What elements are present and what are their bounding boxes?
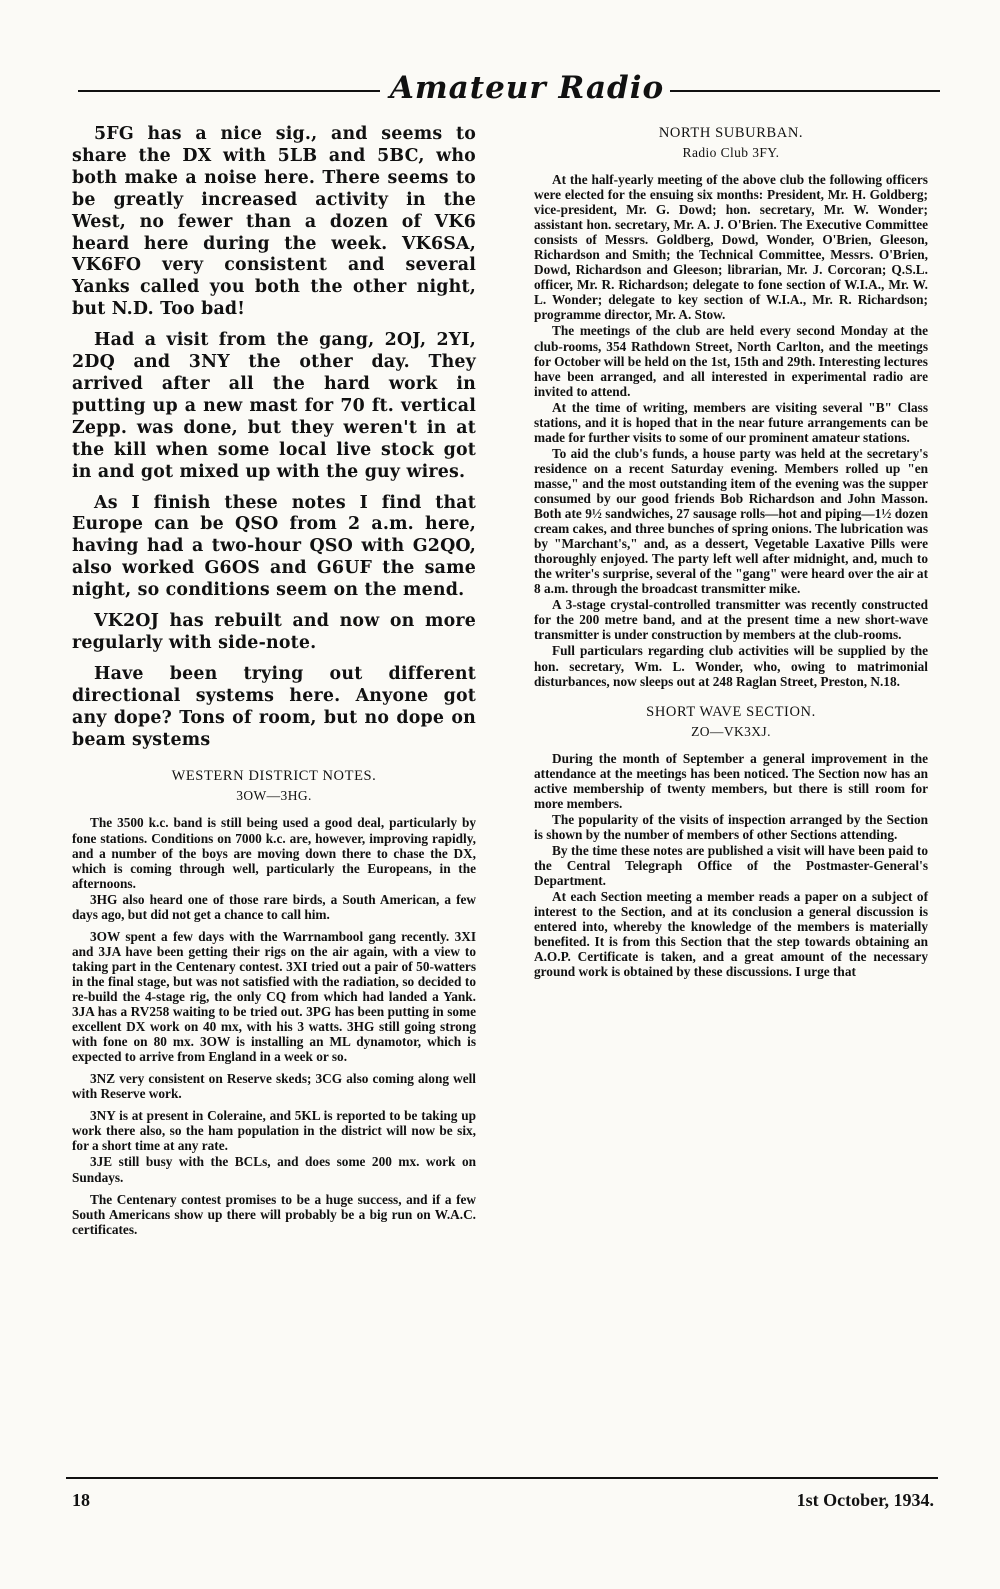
paragraph: The popularity of the visits of inspection arranged by the Section is shown by the number of members of other Sections attending. bbox=[534, 811, 928, 842]
paragraph: At the time of writing, members are visiting several "B" Class stations, and it is hoped that in the near future arrangements can be made for further visits to some of our prominent amateur stations. bbox=[534, 399, 928, 445]
masthead-rule-right bbox=[670, 90, 940, 92]
paragraph: 3OW spent a few days with the Warrnambool gang recently. 3XI and 3JA have been getting their rigs on the air again, with a view to taking part in the Centenary contest. 3XI tried out a pair of 50-watters in the final stage, but was not satisfied with the radiation, so decided to re-build the 4-stage rig, the only CQ from which had landed a Yank. 3JA has a RV258 waiting to be tried out. 3PG has been putting in some excellent DX work on 40 mx, with his 3 watts. 3HG still going strong with fone on 80 mx. 3OW is installing an ML dynamotor, which is expected to arrive from England in a week or so. bbox=[72, 928, 476, 1065]
paragraph: 3JE still busy with the BCLs, and does some 200 mx. work on Sundays. bbox=[72, 1154, 476, 1185]
paragraph: 3HG also heard one of those rare birds, a South American, a few days ago, but did not get a chance to call him. bbox=[72, 891, 476, 922]
paragraph: During the month of September a general improvement in the attendance at the meetings has been noticed. The Section now has an active membership of twenty members, but there is still room for more members. bbox=[534, 750, 928, 811]
paragraph: By the time these notes are published a visit will have been paid to the Central Telegraph Office of the Postmaster-General's Department. bbox=[534, 842, 928, 888]
page-number: 18 bbox=[72, 1490, 90, 1510]
section-heading: WESTERN DISTRICT NOTES. bbox=[171, 768, 377, 785]
short-wave-section bbox=[534, 703, 928, 980]
paragraph: 3NY is at present in Coleraine, and 5KL is reported to be taking up work there also, so the ham population in the district will now be six, for a short time at any rate. bbox=[72, 1108, 476, 1154]
paragraph: Had a visit from the gang, 2OJ, 2YI, 2DQ and 3NY the other day. They arrived after all the hard work in putting up a new mast for 70 ft. vertical Zepp. was done, but they weren't in at the kill when some local live stock got in and got mixed up with the guy wires. bbox=[72, 330, 476, 482]
issue-date: 1st October, 1934. bbox=[796, 1490, 934, 1510]
section-heading: NORTH SUBURBAN. bbox=[658, 125, 804, 141]
paragraph: As I finish these notes I find that Europe can be QSO from 2 a.m. here, having had a two-hour QSO with G2QO, also worked G6OS and G6UF the same night, so conditions seem on the mend. bbox=[72, 492, 476, 601]
magazine-title: Amateur Radio bbox=[389, 70, 665, 106]
masthead-rule-left bbox=[78, 90, 380, 92]
section-subheading: 3OW—3HG. bbox=[236, 788, 312, 804]
paragraph: The Centenary contest promises to be a huge success, and if a few South Americans show up there will probably be a big run on W.A.C. certificates. bbox=[72, 1191, 476, 1237]
masthead bbox=[70, 68, 940, 108]
paragraph: The 3500 k.c. band is still being used a good deal, particularly by fone stations. Conditions on 7000 k.c. are, however, improving rapidly, and a number of the boys are moving down there to chase the DX, which is coming through well, particularly the Europeans, in the afternoons. bbox=[72, 815, 476, 891]
paragraph: 5FG has a nice sig., and seems to share the DX with 5LB and 5BC, who both make a noise here. There seems to be greatly increased activity in the West, no fewer than a dozen of VK6 heard here during the week. VK6SA, VK6FO very consistent and several Yanks called you both the other night, but N.D. Too bad! bbox=[72, 124, 476, 320]
paragraph: 3NZ very consistent on Reserve skeds; 3CG also coming along well with Reserve work. bbox=[72, 1071, 476, 1102]
paragraph: Full particulars regarding club activities will be supplied by the hon. secretary, Wm. L. Wonder, who, owing to matrimonial disturbances, now sleeps out at 248 Raglan Street, Preston, N.18. bbox=[534, 643, 928, 689]
paragraph: A 3-stage crystal-controlled transmitter was recently constructed for the 200 metre band, and at the present time a new short-wave transmitter is under construction by members at the club-rooms. bbox=[534, 597, 928, 643]
section-heading: SHORT WAVE SECTION. bbox=[646, 703, 816, 720]
paragraph: At each Section meeting a member reads a paper on a subject of interest to the Section, and at its conclusion a general discussion is entered into, whereby the knowledge of the members is materially benefited. It is from this Section that the step towards obtaining an A.O.P. Certificate is taken, and a great amount of the necessary ground work is obtained by these discussions. I urge that bbox=[534, 889, 928, 980]
section-subheading: Radio Club 3FY. bbox=[682, 145, 780, 160]
paragraph: The meetings of the club are held every second Monday at the club-rooms, 354 Rathdown Street, North Carlton, and the meetings for October will be held on the 1st, 15th and 29th. Interesting lectures have been arranged, and all interested in experimental radio are invited to attend. bbox=[534, 323, 928, 399]
paragraph: To aid the club's funds, a house party was held at the secretary's residence on a recent Saturday evening. Members rolled up "en masse," and the most outstanding item of the evening was the supper consumed by our good friends Bob Richardson and John Masson. Both ate 9½ sandwiches, 27 sausage rolls—hot and piping—1½ dozen cream cakes, and three bunches of spring onions. The lubrication was by "Marchant's," and, as a dessert, Vegetable Laxative Pills were thoroughly enjoyed. The party left well after midnight, and, much to the writer's surprise, several of the "gang" were heard over the air at 8 a.m. through the broadcast transmitter mike. bbox=[534, 445, 928, 597]
paragraph: At the half-yearly meeting of the above club the following officers were elected for the ensuing six months: President, Mr. H. Goldberg; vice-president, Mr. G. Dowd; hon. secretary, Mr. W. Wonder; assistant hon. secretary, Mr. A. J. O'Brien. The Executive Committee consists of Messrs. Goldberg, Dowd, Wonder, O'Brien, Gleeson, Richardson and Smith; the Technical Committee, Messrs. O'Brien, Dowd, Richardson and Gleeson; librarian, Mr. J. Corcoran; Q.S.L. officer, Mr. R. Richardson; delegate to fone section of W.I.A., Mr. W. L. Wonder; delegate to key section of W.I.A., Mr. R. Richardson; programme director, Mr. A. Stow. bbox=[534, 172, 928, 323]
right-column bbox=[534, 124, 928, 980]
paragraph: Have been trying out different directional systems here. Anyone got any dope? Tons of room, but no dope on beam systems bbox=[72, 663, 476, 750]
paragraph: VK2OJ has rebuilt and now on more regularly with side-note. bbox=[72, 611, 476, 653]
dx-notes bbox=[72, 124, 476, 751]
section-subheading: ZO—VK3XJ. bbox=[691, 723, 771, 739]
north-suburban-section bbox=[534, 124, 928, 689]
footer-rule bbox=[66, 1477, 938, 1479]
western-district-section bbox=[72, 767, 476, 1236]
left-column bbox=[72, 124, 476, 1238]
